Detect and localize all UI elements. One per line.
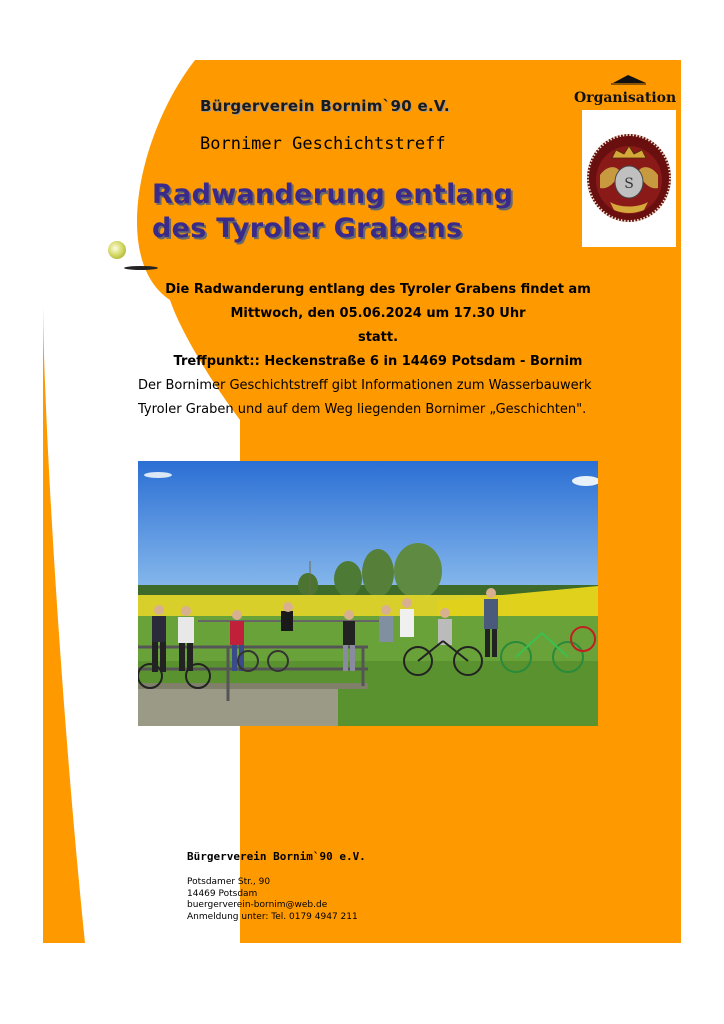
headline [152, 178, 513, 246]
org-name-heading: Bürgerverein Bornim`90 e.V. [200, 97, 450, 115]
headline-line-2: des Tyroler Grabens [152, 213, 463, 244]
svg-text:S: S [624, 176, 634, 192]
coat-of-arms-icon [582, 110, 676, 247]
organisation-arrow-icon [608, 73, 648, 85]
footer-contact [187, 850, 366, 923]
footer-address [187, 877, 366, 923]
footer-city: 14469 Potsdam [187, 888, 258, 899]
intro-block [138, 278, 618, 422]
intro-description-1: Der Bornimer Geschichtstreff gibt Informationen zum Wasserbauwerk [138, 378, 592, 393]
organisation-logo-box [582, 110, 676, 247]
footer-email[interactable]: buergerverein-bornim@web.de [187, 900, 328, 910]
organisation-label: Organisation [574, 90, 677, 106]
headline-line-1: Radwanderung entlang [152, 179, 514, 210]
intro-line-1: Die Radwanderung entlang des Tyroler Grabens findet am [165, 282, 591, 297]
photo-cyclists-field [138, 461, 598, 726]
intro-description-2: Tyroler Graben und auf dem Weg liegenden Bornimer „Geschichten". [138, 402, 587, 417]
intro-statt: statt. [357, 330, 399, 345]
intro-date-line: Mittwoch, den 05.06.2024 um 17.30 Uhr [230, 306, 526, 321]
footer-org-name: Bürgerverein Bornim`90 e.V. [187, 850, 366, 863]
footer-street: Potsdamer Str., 90 [187, 877, 271, 887]
meeting-point: Treffpunkt:: Heckenstraße 6 in 14469 Potsdam - Bornim [173, 354, 583, 369]
footer-registration: Anmeldung unter: Tel. 0179 4947 211 [187, 911, 358, 922]
subtitle: Bornimer Geschichtstreff [200, 134, 446, 154]
